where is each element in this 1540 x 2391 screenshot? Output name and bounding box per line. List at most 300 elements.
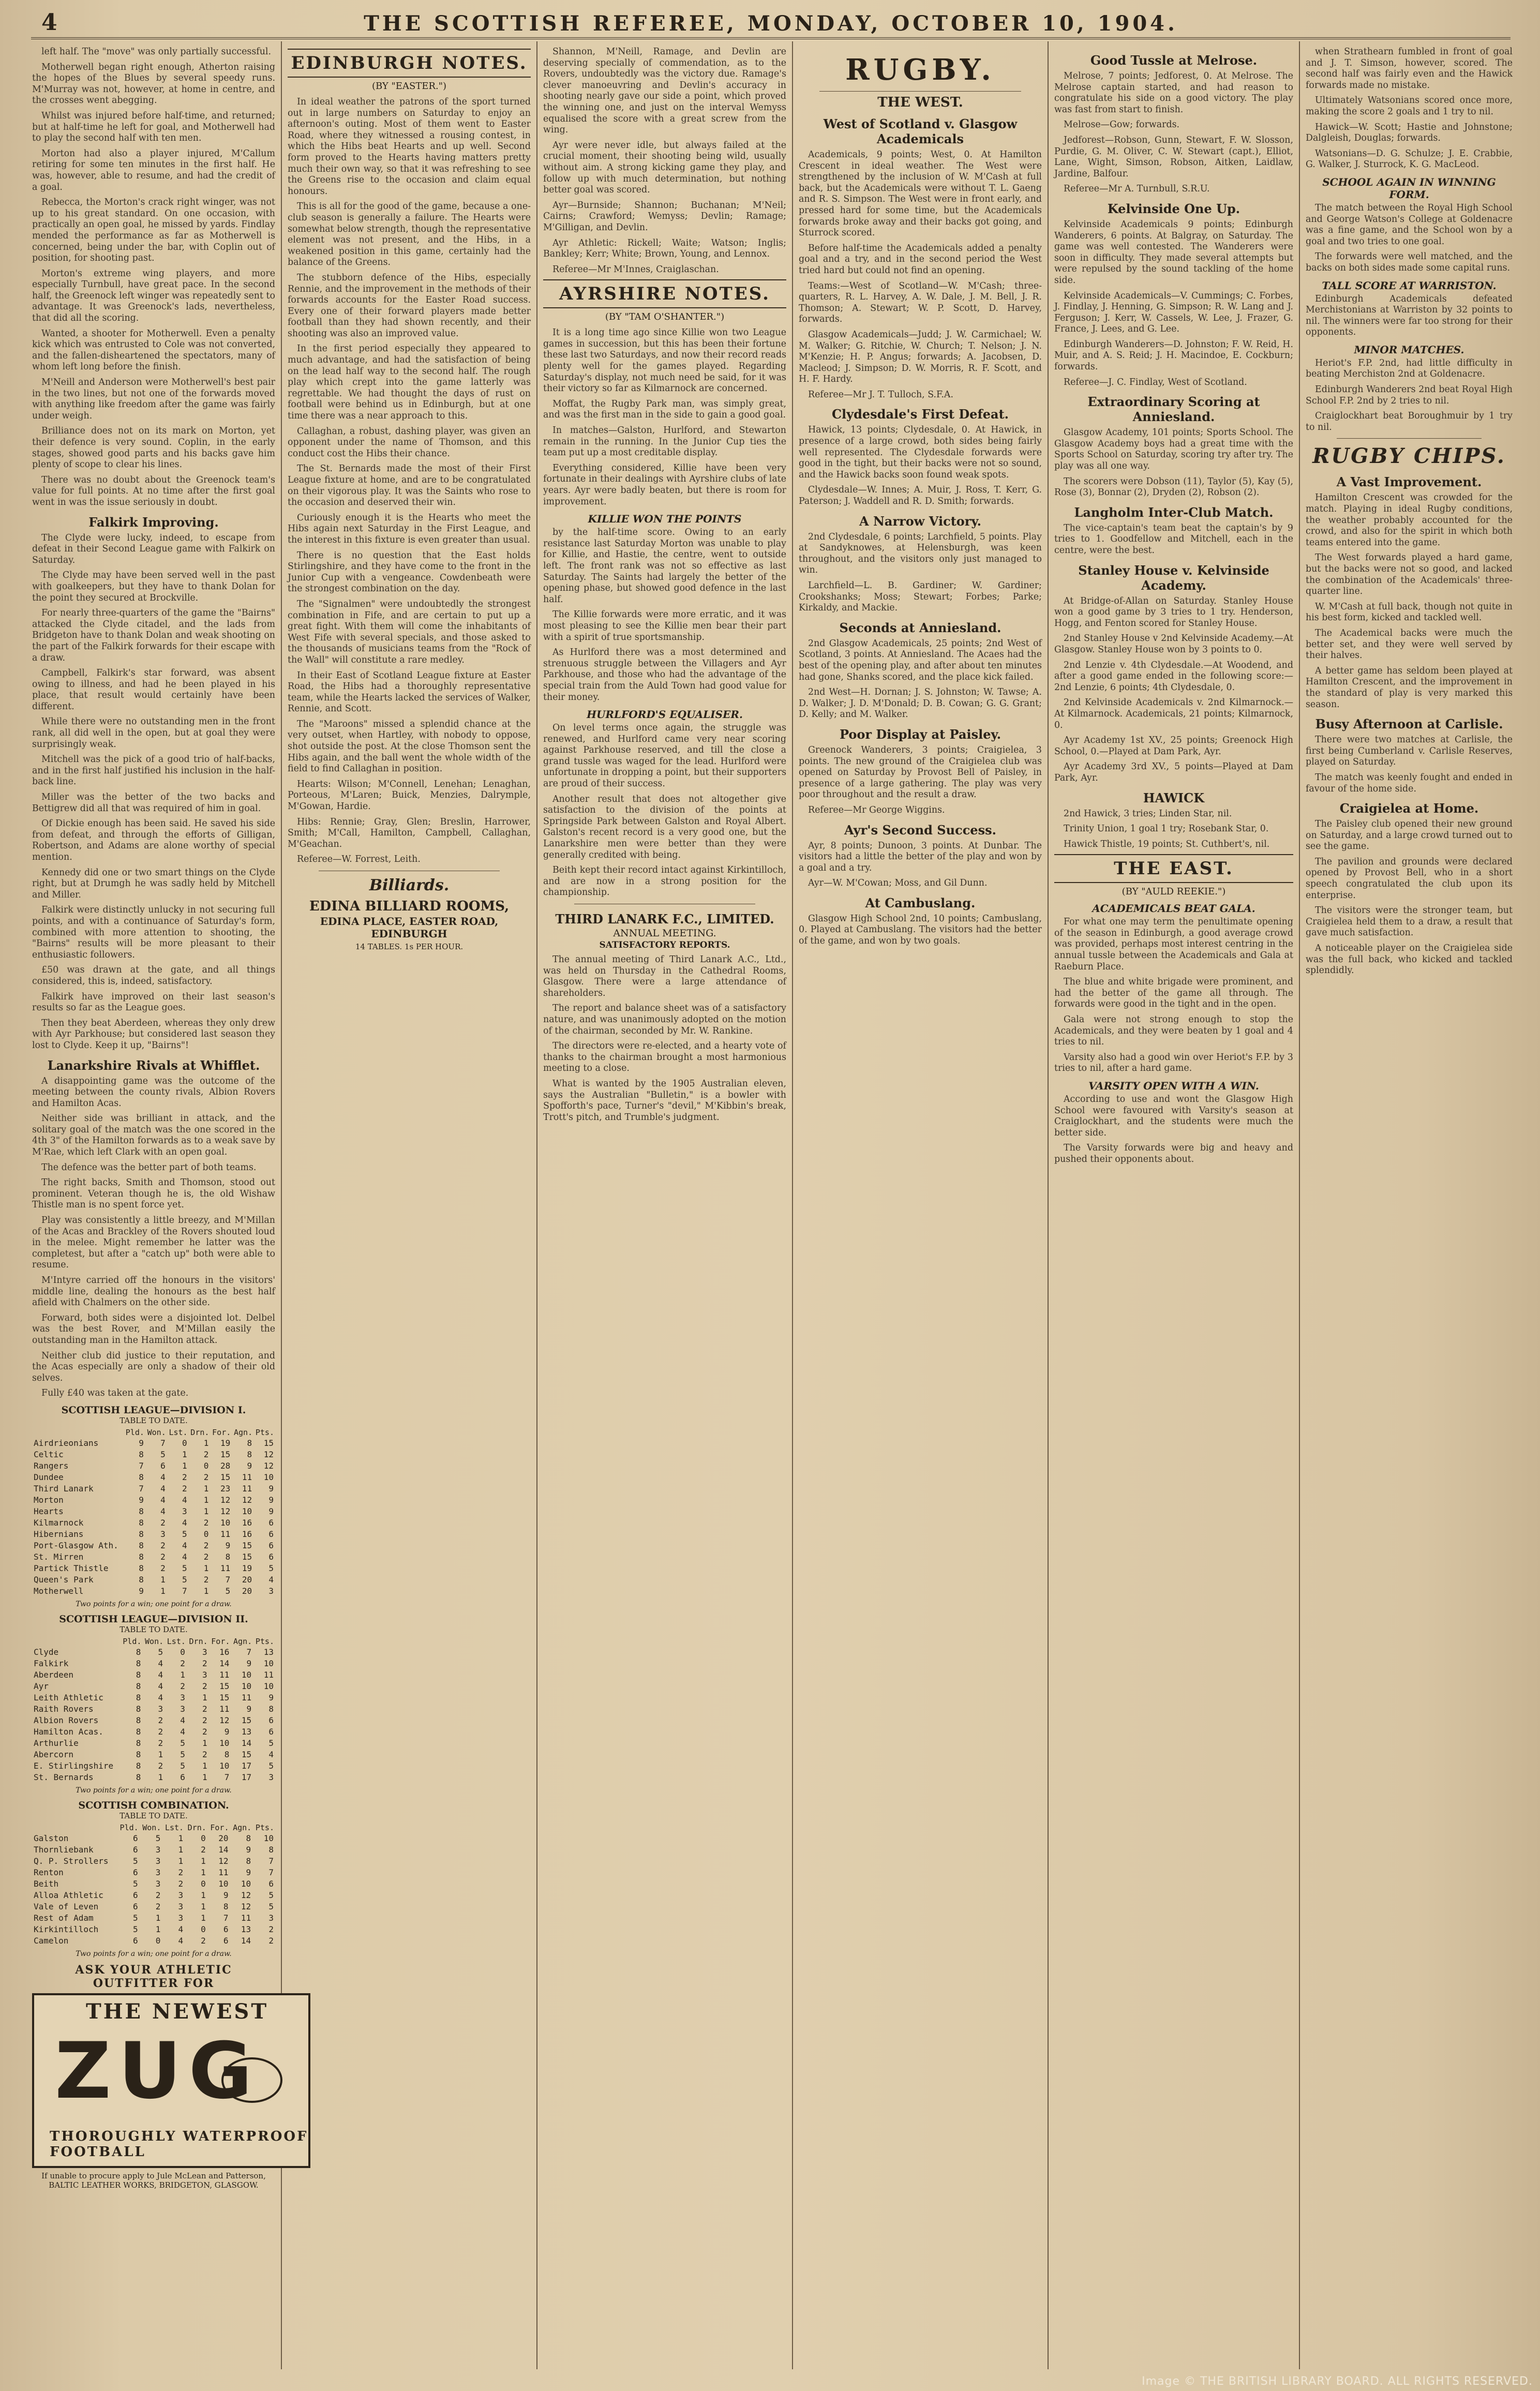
paragraph: What is wanted by the 1905 Australian eleven, says the Australian "Bulletin," is a bowler with Spofforth's pace, Turner's "devil," M'Kibbin's break, Trott's pitch, and Trumble's judgment. [543, 1078, 786, 1123]
meeting-body [543, 954, 786, 1123]
table-row [32, 1483, 275, 1495]
table-cell: 5 [182, 1563, 187, 1573]
table-cell: 3 [160, 1529, 166, 1539]
chip-body [1306, 735, 1513, 795]
paragraph: Motherwell began right enough, Atherton raising the hopes of the Blues by several speedy runs. M'Murray was not, however, at home in centre, and the crosses went abegging. [32, 62, 275, 106]
paragraph: Forward, both sides were a disjointed lot. Delbel was the best Rover, and M'Millan easily the outstanding man in the Hamilton attack. [32, 1312, 275, 1346]
paragraph: when Strathearn fumbled in front of goal and J. T. Simson, however, scored. The second half was fairly even and the Hawick forwards made no mistake. [1306, 47, 1513, 91]
table-cell: 20 [242, 1574, 252, 1585]
table-cell: 4 [268, 1574, 274, 1585]
table-cell: 1 [182, 1460, 187, 1471]
table-cell: 6 [133, 1844, 138, 1855]
table-cell: 8 [136, 1726, 141, 1737]
table-cell: 4 [182, 1551, 187, 1562]
table-cell: 1 [203, 1495, 209, 1505]
table-cell: 2 [202, 1681, 207, 1691]
column-4 [799, 47, 1042, 2364]
team-name: St. Bernards [34, 1772, 94, 1782]
team-name: Falkirk [34, 1658, 69, 1668]
team-name: Abercorn [34, 1749, 74, 1759]
chip-body [1306, 819, 1513, 977]
table-cell: 8 [139, 1449, 144, 1459]
table-cell: 8 [247, 1438, 252, 1448]
table-row [32, 1517, 275, 1529]
column-2 [288, 47, 531, 2364]
paragraph: Brilliance does not on its mark on Morton, yet their defence is very sound. Coplin, in the early stages, showed good parts and his backs gave him plenty of scope to clear his lines. [32, 426, 275, 470]
table-cell: 8 [139, 1529, 144, 1539]
paragraph: The report and balance sheet was of a satisfactory nature, and was unanimously adopted on the motion of the chairman, seconded by Mr. W. Rankine. [543, 1003, 786, 1036]
table-cell: 1 [158, 1772, 163, 1782]
table-row [32, 1924, 275, 1935]
paragraph: Hamilton Crescent was crowded for the match. Playing in ideal Rugby conditions, the weather probably accounted for the crowd, and also for the spirit in which both teams entered into the game. [1306, 492, 1513, 548]
paragraph: The annual meeting of Third Lanark A.C., Ltd., was held on Thursday in the Cathedral Rooms, Glasgow. There were a large attendance of shareholders. [543, 954, 786, 998]
table-cell: 8 [268, 1844, 274, 1855]
table-cell: 6 [268, 1540, 274, 1550]
paragraph: According to use and wont the Glasgow High School were favoured with Varsity's season at Craiglockhart, and the students were much the better side. [1054, 1094, 1293, 1138]
table-cell: 10 [263, 1472, 274, 1482]
paragraph: Play was consistently a little breezy, and M'Millan of the Acas and Brackley of the Rovers shouted loud in the melee. Might remember he latter was the completest, but after a "catch up" both were able to resume. [32, 1215, 275, 1271]
paragraph: The "Maroons" missed a splendid chance at the very outset, when Hartley, with nobody to oppose, shot outside the post. At the close Thomson sent the Hibs again, and the ball went the whole width of the field to find Callaghan in position. [288, 719, 531, 774]
table-cell: 2 [160, 1563, 166, 1573]
paragraph: Hibs: Rennie; Gray, Glen; Breslin, Harrower, Smith; M'Call, Hamilton, Campbell, Callaghan, M'Geachan. [288, 816, 531, 849]
paragraph: Larchfield—L. B. Gardiner; W. Gardiner; Crookshanks; Moss; Stewart; Forbes; Parke; Kirkaldy, and Mackie. [799, 580, 1042, 614]
table-cell: 5 [268, 1563, 274, 1573]
table-cell: 15 [263, 1438, 274, 1448]
table-note: Two points for a win; one point for a draw. [76, 1949, 232, 1958]
column-header: Won. [142, 1822, 161, 1832]
table-cell: 8 [223, 1901, 229, 1911]
table-cell: 8 [136, 1692, 141, 1702]
table-cell: 11 [263, 1669, 274, 1680]
table-cell: 4 [180, 1715, 185, 1725]
match-heading: Clydesdale's First Defeat. [831, 407, 1009, 422]
match-report [799, 425, 1042, 507]
table-row [32, 1681, 275, 1692]
table-cell: 12 [241, 1890, 251, 1900]
table-cell: 9 [268, 1506, 274, 1516]
table-cell: 11 [219, 1669, 230, 1680]
paragraph: This is all for the good of the game, because a one-club season is generally a failure. The Hearts were somewhat below strength, though the representative element was not present, and the Hibs, in a weakened position in this game, certainly had the balance of the Greens. [288, 201, 531, 268]
table-cell: 17 [241, 1760, 252, 1771]
byline: (BY "EASTER.") [371, 81, 446, 92]
match-heading: Good Tussle at Melrose. [1090, 53, 1258, 68]
paragraph: The match was keenly fought and ended in favour of the home side. [1306, 772, 1513, 794]
table-cell: 19 [220, 1438, 231, 1448]
table-cell: 8 [246, 1833, 251, 1843]
table-cell: 9 [139, 1438, 144, 1448]
subheading: VARSITY OPEN WITH A WIN. [1088, 1080, 1259, 1092]
table-cell: 5 [268, 1760, 274, 1771]
table-cell: 3 [180, 1703, 185, 1714]
advert-tagline: THOROUGHLY WATERPROOF FOOTBALL [50, 2128, 308, 2160]
table-row [32, 1647, 275, 1658]
column-header: Pld. [125, 1427, 144, 1437]
table-row [32, 1460, 275, 1472]
table-cell: 12 [241, 1901, 251, 1911]
table-cell: 1 [203, 1563, 209, 1573]
table-cell: 13 [263, 1647, 274, 1657]
match-report [799, 914, 1042, 947]
match-heading: Seconds at Anniesland. [839, 620, 1001, 635]
table-cell: 15 [241, 1715, 252, 1725]
paragraph: Another result that does not altogether give satisfaction to the division of the points at Springside Park between Galston and Royal Albert. Galston's recent record is a very good one, but the Lanarkshire men were better than they were generally credited with being. [543, 794, 786, 860]
league-table [32, 1822, 275, 1947]
the-east-title: THE EAST. [1054, 854, 1293, 883]
table-cell: 8 [224, 1749, 230, 1759]
table-cell: 7 [139, 1483, 144, 1493]
table-cell: 16 [219, 1647, 230, 1657]
advert-newest: THE NEWEST [86, 1999, 269, 2024]
paragraph: Watsonians—D. G. Schulze; J. E. Crabbie, G. Walker, J. Sturrock, K. G. MacLeod. [1306, 148, 1513, 170]
table-cell: 10 [263, 1681, 274, 1691]
table-cell: 7 [182, 1586, 187, 1596]
table-cell: 4 [268, 1749, 274, 1759]
column-header: Drn. [190, 1427, 210, 1437]
table-cell: 4 [160, 1483, 166, 1493]
table-cell: 1 [201, 1912, 206, 1923]
column-header: Pts. [255, 1636, 274, 1646]
table-subtitle: TABLE TO DATE. [119, 1624, 188, 1634]
table-cell: 4 [160, 1495, 166, 1505]
paragraph: For what one may term the penultimate opening of the season in Edinburgh, a good average crowd was provided, perhaps most interest centring in the annual tussle between the Academicals and Gala at Raeburn Place. [1054, 917, 1293, 972]
table-cell: 4 [178, 1935, 184, 1946]
paragraph: The stubborn defence of the Hibs, especially Rennie, and the improvement in the methods of their forwards accounts for the Easter Road success. Every one of their forward players made better football than they had shown recently, and their shooting was also an improved value. [288, 272, 531, 339]
table-cell: 2 [203, 1472, 209, 1482]
table-cell: 4 [178, 1924, 184, 1934]
team-name: Raith Rovers [34, 1703, 94, 1714]
subheading: MINOR MATCHES. [1354, 343, 1464, 356]
advert-footer: If unable to procure apply to Jule McLean and Patterson, BALTIC LEATHER WORKS, BRIDGETON, GLASGOW. [41, 2171, 266, 2190]
paragraph: Neither side was brilliant in attack, and the solitary goal of the match was the one scored in the 4th 3" of the Hamilton forwards as to a weak save by M'Rae, which left Clark with an open goal. [32, 1113, 275, 1158]
paragraph: Varsity also had a good win over Heriot's F.P. by 3 tries to nil, after a hard game. [1054, 1052, 1293, 1074]
table-cell: 13 [241, 1924, 251, 1934]
table-cell: 2 [201, 1935, 206, 1946]
paragraph: Trinity Union, 1 goal 1 try; Rosebank Star, 0. [1064, 824, 1269, 834]
table-cell: 0 [182, 1438, 187, 1448]
table-cell: 6 [133, 1935, 138, 1946]
paragraph: 2nd Lenzie v. 4th Clydesdale.—At Woodend, and after a good game ended in the following score:—2nd Lenzie, 6 points; 4th Clydesdale, 0. [1054, 660, 1293, 693]
table-cell: 1 [182, 1449, 187, 1459]
team-name: Hamilton Acas. [34, 1726, 103, 1737]
paragraph: 2nd Glasgow Academicals, 25 points; 2nd West of Scotland, 3 points. At Anniesland. The Acaes had the best of the opening play, and after about ten minutes had gone, Shanks scored, and the place kick failed. [799, 638, 1042, 682]
paragraph: Melrose, 7 points; Jedforest, 0. At Melrose. The Melrose captain started, and had reason to congratulate his side on a good victory. The play was fast from start to finish. [1054, 71, 1293, 115]
column-header: Agn. [233, 1427, 253, 1437]
table-cell: 20 [218, 1833, 229, 1843]
falkirk-article [32, 533, 275, 1052]
column-header: Lst. [167, 1636, 186, 1646]
column-header [32, 1822, 117, 1833]
league-table [32, 1427, 275, 1597]
table-cell: 7 [139, 1460, 144, 1471]
paragraph: Shannon, M'Neill, Ramage, and Devlin are deserving specially of commendation, as to the Rovers, undoubtedly was the victory due. Ramage's clever manoeuvring and Devlin's accuracy in shooting nearly gave our side a point, which proved the winning one, and just on the interval Wemyss equalised the score with a great screw from the wing. [543, 47, 786, 136]
league-table [32, 1636, 275, 1783]
paragraph: Falkirk were distinctly unlucky in not securing full points, and with a continuance of Saturday's form, combined with more attention to shooting, the "Bairns" results will be more pleasant to their enthusiastic followers. [32, 905, 275, 960]
paragraph: There was no doubt about the Greenock team's value for full points. At no time after the first goal went in was the issue seriously in doubt. [32, 474, 275, 507]
table-cell: 8 [139, 1506, 144, 1516]
table-cell: 3 [155, 1844, 161, 1855]
table-cell: 15 [242, 1551, 252, 1562]
table-cell: 3 [158, 1703, 163, 1714]
table-row [32, 1586, 275, 1597]
paragraph: Glasgow Academicals—Judd; J. W. Carmichael; W. M. Walker; G. Ritchie, W. Church; T. Nelson; J. N. M'Kenzie; H. P. Angus; forwards; A. Jacobsen, D. Macleod; J. Simpson; D. W. Morris, R. F. Scott, and H. F. Hardy. [799, 329, 1042, 385]
table-cell: 5 [225, 1586, 231, 1596]
edinburgh-notes-title: EDINBURGH NOTES. [288, 49, 531, 78]
paragraph: In the first period especially they appeared to much advantage, and had the satisfaction of being on the lead half way to the second half. The rough play which crept into the game latterly was regrettable. We had thought the days of rust on football were behind us in Edinburgh, but at one time there was a near approach to this. [288, 343, 531, 422]
table-cell: 5 [158, 1647, 163, 1657]
paragraph: Kennedy did one or two smart things on the Clyde right, but at Drumgh he was sadly held by Mitchell and Miller. [32, 867, 275, 900]
table-cell: 1 [203, 1438, 209, 1448]
match-heading: Extraordinary Scoring at Anniesland. [1087, 394, 1260, 425]
table-cell: 2 [158, 1760, 163, 1771]
paragraph: Gala were not strong enough to stop the Academicals, and they were beaten by 1 goal and 4 tries to nil. [1054, 1014, 1293, 1048]
paragraph: The vice-captain's team beat the captain's by 9 tries to 1. Goodfellow and Mitchell, each in the centre, were the best. [1054, 522, 1293, 556]
paragraph: A disappointing game was the outcome of the meeting between the county rivals, Albion Rovers and Hamilton Acas. [32, 1075, 275, 1109]
match-heading: Langholm Inter-Club Match. [1074, 504, 1274, 520]
table-cell: 3 [268, 1586, 274, 1596]
table-cell: 8 [136, 1715, 141, 1725]
table-cell: 10 [218, 1878, 229, 1889]
table-cell: 6 [160, 1460, 166, 1471]
team-name: Arthurlie [34, 1738, 79, 1748]
table-row [32, 1669, 275, 1681]
paragraph: While there were no outstanding men in the front rank, all did well in the open, but at goal they were surprisingly weak. [32, 716, 275, 750]
table-row [32, 1529, 275, 1540]
table-cell: 1 [158, 1749, 163, 1759]
table-cell: 5 [160, 1449, 166, 1459]
table-cell: 5 [268, 1901, 274, 1911]
rugby-chips-title: RUGBY CHIPS. [1312, 444, 1506, 469]
paragraph: Glasgow High School 2nd, 10 points; Cambuslang, 0. Played at Cambuslang. The visitors had the better of the game, and won by two goals. [799, 913, 1042, 947]
table-cell: 8 [136, 1703, 141, 1714]
table-cell: 1 [202, 1760, 207, 1771]
table-header-row [32, 1427, 275, 1438]
table-cell: 9 [223, 1890, 229, 1900]
column-header: For. [210, 1822, 229, 1832]
table-cell: 2 [182, 1483, 187, 1493]
table-cell: 11 [242, 1483, 252, 1493]
table-cell: 9 [246, 1867, 251, 1877]
paragraph: Greenock Wanderers, 3 points; Craigielea, 3 points. The new ground of the Craigielea club was opened on Saturday by Provost Bell of Paisley, in presence of a large gathering. The play was very poor throughout and the result a draw. [799, 744, 1042, 800]
table-cell: 8 [136, 1669, 141, 1680]
paragraph: Referee—Mr M'Innes, Craiglaschan. [552, 264, 719, 275]
paragraph: Campbell, Falkirk's star forward, was absent owing to illness, and had he been played in his place, that result would certainly have been different. [32, 668, 275, 712]
team-name: Albion Rovers [34, 1715, 99, 1725]
table-row [32, 1867, 275, 1878]
paragraph: Neither club did justice to their reputation, and the Acas especially are only a shadow of their old selves. [32, 1350, 275, 1383]
table-cell: 11 [241, 1692, 252, 1702]
ayrshire-notes-body-3 [543, 723, 786, 899]
table-cell: 0 [203, 1460, 209, 1471]
column-header: For. [212, 1427, 231, 1437]
table-cell: 15 [242, 1540, 252, 1550]
table-cell: 10 [241, 1878, 251, 1889]
table-cell: 7 [268, 1856, 274, 1866]
table-cell: 4 [158, 1658, 163, 1668]
table-cell: 7 [224, 1772, 230, 1782]
table-cell: 11 [218, 1867, 229, 1877]
table-cell: 2 [203, 1551, 209, 1562]
team-name: Vale of Leven [34, 1901, 99, 1911]
table-row [32, 1472, 275, 1483]
paragraph: Mitchell was the pick of a good trio of half-backs, and in the first half justified his inclusion in the half-back line. [32, 754, 275, 787]
table-cell: 10 [242, 1506, 252, 1516]
match-heading: Kelvinside One Up. [1107, 201, 1240, 216]
paragraph: Kelvinside Academicals 9 points; Edinburgh Wanderers, 6 points. At Balgray, on Saturday. The game was well contested. The Wanderers were soon in difficulty. They made several attempts but were repulsed by the sound tackling of the home side. [1054, 219, 1293, 286]
column-header: Drn. [189, 1636, 208, 1646]
table-note: Two points for a win; one point for a draw. [76, 1786, 232, 1795]
table-cell: 7 [246, 1647, 252, 1657]
paragraph: Of Dickie enough has been said. He saved his side from defeat, and through the efforts of Gilligan, Robertson, and Adams are alone worthy of special mention. [32, 818, 275, 862]
league-table-div2 [32, 1613, 275, 1795]
table-cell: 5 [133, 1924, 138, 1934]
table-row [32, 1692, 275, 1703]
table-row [32, 1772, 275, 1783]
table-row [32, 1449, 275, 1460]
paragraph: £50 was drawn at the gate, and all things considered, this is, indeed, satisfactory. [32, 965, 275, 987]
table-cell: 2 [203, 1574, 209, 1585]
paragraph: The visitors were the stronger team, but Craigielea held them to a draw, a result that gave much satisfaction. [1306, 905, 1513, 938]
paragraph: 2nd Hawick, 3 tries; Linden Star, nil. [1064, 808, 1232, 819]
paragraph: Then they beat Aberdeen, whereas they only drew with Ayr Parkhouse; but considered last season they lost to Clyde. Keep it up, "Bairns"! [32, 1018, 275, 1051]
table-cell: 14 [218, 1844, 229, 1855]
advert-heading: ASK YOUR ATHLETIC OUTFITTER FOR [75, 1963, 232, 1990]
paragraph: Ayr Academy 1st XV., 25 points; Greenock High School, 0.—Played at Dam Park, Ayr. [1054, 735, 1293, 757]
table-cell: 5 [155, 1833, 161, 1843]
paragraph: Ayr—W. M'Cowan; Moss, and Gil Dunn. [808, 878, 988, 889]
paragraph: The pavilion and grounds were declared opened by Provost Bell, who in a short speech congratulated the club upon its enterprise. [1306, 856, 1513, 901]
paragraph: Ayr Athletic: Rickell; Waite; Watson; Inglis; Bankley; Kerr; White; Brown, Young, and Lennox. [543, 237, 786, 260]
team-name: Renton [34, 1867, 64, 1877]
table-cell: 3 [178, 1890, 184, 1900]
column-header: Lst. [165, 1822, 184, 1832]
table-cell: 1 [155, 1912, 161, 1923]
table-cell: 0 [201, 1924, 206, 1934]
paragraph: Ultimately Watsonians scored once more, making the score 2 goals and 1 try to nil. [1306, 95, 1513, 117]
paragraph: The blue and white brigade were prominent, and had the better of the game all through. The forwards were good in the tight and in the open. [1054, 977, 1293, 1010]
paragraph: The Paisley club opened their new ground on Saturday, and a large crowd turned out to see the game. [1306, 819, 1513, 852]
table-cell: 2 [268, 1935, 274, 1946]
meeting-subtitle-2: SATISFACTORY REPORTS. [599, 940, 730, 950]
paragraph: The St. Bernards made the most of their First League fixture at home, and are to be congratulated on their vigorous play. It was the Saints who rose to the occasion and deserved their win. [288, 464, 531, 508]
table-cell: 1 [160, 1586, 166, 1596]
table-cell: 6 [268, 1517, 274, 1528]
table-cell: 12 [263, 1460, 274, 1471]
table-cell: 3 [178, 1901, 184, 1911]
paragraph: Kelvinside Academicals—V. Cummings; C. Forbes, J. Findlay, J. Henning, G. Simpson; R. W. Lang and J. Ferguson; J. Kerr, W. Cassels, W. Lee, J. Frazer, G. France, J. Lees, and G. Lee. [1054, 290, 1293, 335]
team-name: Aberdeen [34, 1669, 74, 1680]
table-cell: 5 [182, 1529, 187, 1539]
table-cell: 2 [203, 1517, 209, 1528]
table-cell: 12 [242, 1495, 252, 1505]
match-report [1054, 71, 1293, 195]
team-name: Airdrieonians [34, 1438, 99, 1448]
team-name: Rest of Adam [34, 1912, 94, 1923]
football-notes-continued [32, 47, 275, 509]
table-row [32, 1658, 275, 1669]
table-cell: 2 [158, 1738, 163, 1748]
table-cell: 11 [220, 1563, 231, 1573]
paragraph: In their East of Scotland League fixture at Easter Road, the Hibs had a thoroughly representative team, while the Hearts lacked the services of Walker, Rennie, and Scott. [288, 670, 531, 714]
table-cell: 1 [201, 1901, 206, 1911]
league-table-div1 [32, 1404, 275, 1608]
table-cell: 1 [202, 1738, 207, 1748]
table-header-row [32, 1822, 275, 1833]
column-header: Agn. [233, 1822, 252, 1832]
table-cell: 9 [268, 1483, 274, 1493]
line-ups [543, 200, 786, 276]
table-cell: 2 [203, 1540, 209, 1550]
match-report [1054, 523, 1293, 557]
table-cell: 3 [155, 1878, 161, 1889]
team-name: Kilmarnock [34, 1517, 84, 1528]
table-cell: 4 [158, 1669, 163, 1680]
table-cell: 17 [241, 1772, 252, 1782]
newspaper-title: THE SCOTTISH REFEREE, MONDAY, OCTOBER 10, 1904. [364, 11, 1178, 36]
subheading: ACADEMICALS BEAT GALA. [1092, 902, 1255, 915]
paragraph: Referee—Mr George Wiggins. [808, 804, 945, 815]
table-cell: 8 [136, 1760, 141, 1771]
table-cell: 2 [178, 1878, 184, 1889]
billiards-note: 14 TABLES. 1s PER HOUR. [355, 942, 464, 951]
table-row [32, 1901, 275, 1912]
match-heading: West of Scotland v. Glasgow Academicals [823, 116, 1018, 146]
table-cell: 2 [160, 1540, 166, 1550]
table-cell: 2 [160, 1551, 166, 1562]
football-icon [221, 2057, 282, 2103]
table-cell: 3 [182, 1506, 187, 1516]
table-cell: 6 [133, 1901, 138, 1911]
match-report [799, 638, 1042, 721]
table-cell: 1 [178, 1856, 184, 1866]
table-cell: 8 [136, 1658, 141, 1668]
table-cell: 2 [178, 1867, 184, 1877]
table-cell: 13 [241, 1726, 252, 1737]
table-cell: 1 [160, 1574, 166, 1585]
paragraph: There is no question that the East holds Stirlingshire, and they have come to the front in the Junior Cup with a vengeance. Cowdenbeath were the strongest combination on the day. [288, 550, 531, 594]
match-report [1054, 809, 1293, 850]
chip-heading: A Vast Improvement. [1336, 474, 1482, 490]
team-name: Rangers [34, 1460, 69, 1471]
paragraph: W. M'Cash at full back, though not quite in his best form, kicked and tackled well. [1306, 601, 1513, 623]
paragraph: The "Signalmen" were undoubtedly the strongest combination in Fife, and are certain to put up a great fight. With them will come the inhabitants of West Fife with several specials, and those asked to the thousands of musicians teams from the "Rock of the Wall" will constitute a rare medley. [288, 599, 531, 665]
match-heading: Poor Display at Paisley. [839, 726, 1001, 742]
table-cell: 2 [202, 1715, 207, 1725]
table-cell: 6 [133, 1890, 138, 1900]
table-cell: 6 [268, 1529, 274, 1539]
team-name: Third Lanark [34, 1483, 94, 1493]
table-cell: 3 [155, 1856, 161, 1866]
table-cell: 7 [225, 1574, 231, 1585]
table-cell: 11 [219, 1703, 230, 1714]
team-name: Morton [34, 1495, 64, 1505]
paragraph: by the half-time score. Owing to an early resistance last Saturday Morton was unable to play for Killie, and Hastie, the centre, went to outside left. The front rank was not so effective as last Saturday. The Saints had largely the better of the opening phase, but showed good defence in the last half. [543, 527, 786, 605]
paragraph: The Clyde were lucky, indeed, to escape from defeat in their Second League game with Falkirk on Saturday. [32, 532, 275, 565]
table-cell: 3 [180, 1692, 185, 1702]
ayrshire-notes-body-2 [543, 527, 786, 703]
match-report [1054, 596, 1293, 784]
table-cell: 5 [268, 1890, 274, 1900]
table-cell: 9 [268, 1692, 274, 1702]
table-cell: 10 [263, 1833, 274, 1843]
match-heading: At Cambuslang. [865, 895, 976, 910]
paragraph: Rebecca, the Morton's crack right winger, was not up to his great standard. On one occasion, with practically an open goal, he missed by yards. Findlay mended the performance as far as Motherwell is concerned, being under the bar, with Coplin out of position, for shooting past. [32, 197, 275, 264]
paragraph: Referee—J. C. Findlay, West of Scotland. [1064, 377, 1247, 387]
table-cell: 8 [139, 1574, 144, 1585]
team-name: Alloa Athletic [34, 1890, 103, 1900]
column-header: Agn. [233, 1636, 252, 1646]
advert-brand: ZUG [55, 2026, 260, 2116]
paragraph: The Clyde may have been served well in the past with goalkeepers, but they have to thank Dolan for the point they secured at Brockville. [32, 570, 275, 603]
